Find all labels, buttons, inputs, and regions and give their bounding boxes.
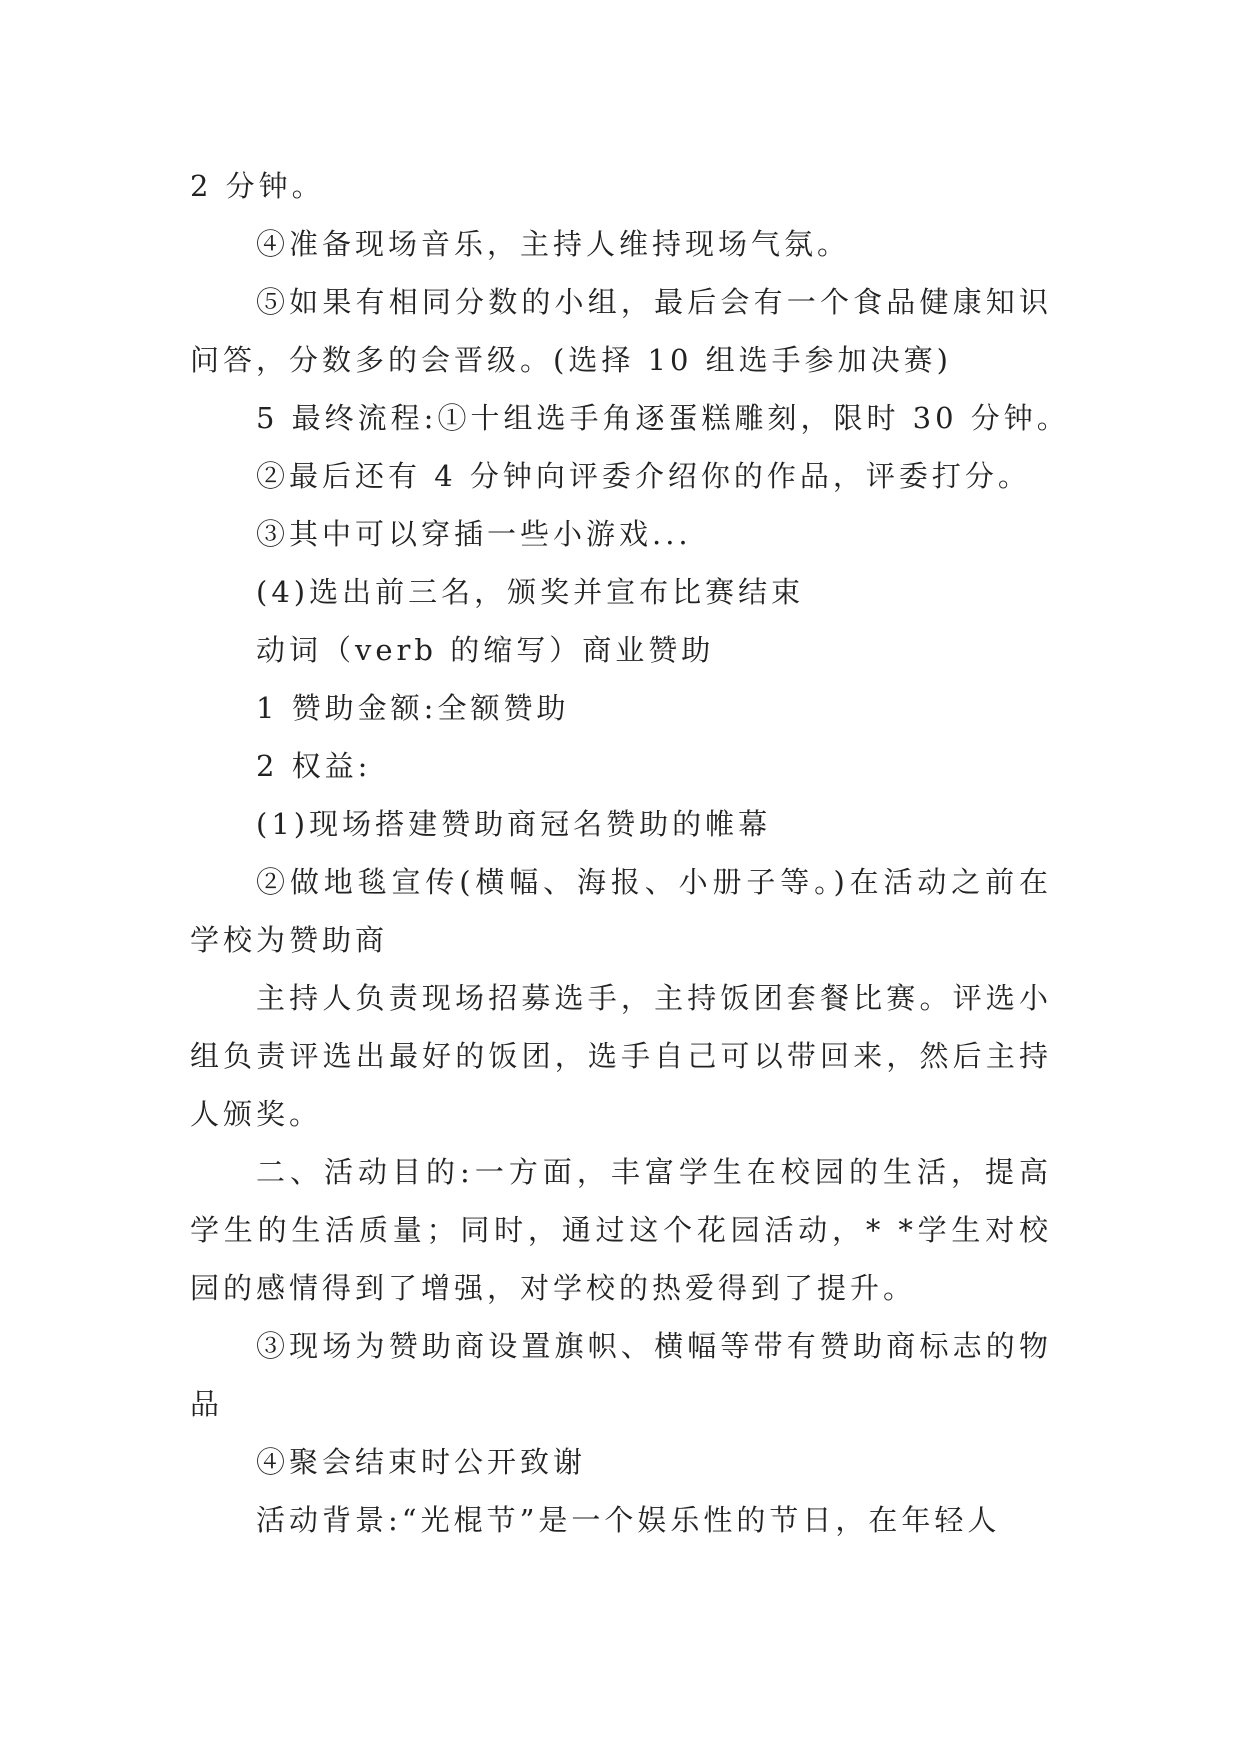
paragraph: ④聚会结束时公开致谢 [256, 1445, 587, 1479]
paragraph: ④准备现场音乐，主持人维持现场气氛。 [256, 227, 851, 261]
paragraph: 5 最终流程:①十组选手角逐蛋糕雕刻，限时 30 分钟。 [256, 401, 1070, 435]
paragraph: ③其中可以穿插一些小游戏... [256, 517, 692, 551]
document-body [190, 157, 1070, 1549]
paragraph: ②最后还有 4 分钟向评委介绍你的作品，评委打分。 [256, 459, 1031, 493]
paragraph: 2 权益: [256, 749, 372, 783]
paragraph: 动词（verb 的缩写）商业赞助 [256, 633, 715, 667]
paragraph: 主持人负责现场招募选手，主持饭团套餐比赛。评选小组负责评选出最好的饭团，选手自己可以带回来，然后主持人颁奖。 [190, 981, 1052, 1131]
paragraph: ⑤如果有相同分数的小组，最后会有一个食品健康知识问答，分数多的会晋级。(选择 10 组选手参加决赛) [190, 285, 1052, 377]
paragraph: (1)现场搭建赞助商冠名赞助的帷幕 [256, 807, 772, 841]
paragraph: 1 赞助金额:全额赞助 [256, 691, 570, 725]
paragraph: 活动背景:“光棍节”是一个娱乐性的节日，在年轻人 [256, 1503, 1001, 1537]
paragraph: ③现场为赞助商设置旗帜、横幅等带有赞助商标志的物品 [190, 1329, 1052, 1421]
paragraph: 二、活动目的:一方面，丰富学生在校园的生活，提高学生的生活质量；同时，通过这个花园活动，* *学生对校园的感情得到了增强，对学校的热爱得到了提升。 [190, 1155, 1052, 1305]
paragraph: 2 分钟。 [190, 169, 325, 203]
paragraph: (4)选出前三名，颁奖并宣布比赛结束 [256, 575, 805, 609]
paragraph: ②做地毯宣传(横幅、海报、小册子等。)在活动之前在学校为赞助商 [190, 865, 1052, 957]
